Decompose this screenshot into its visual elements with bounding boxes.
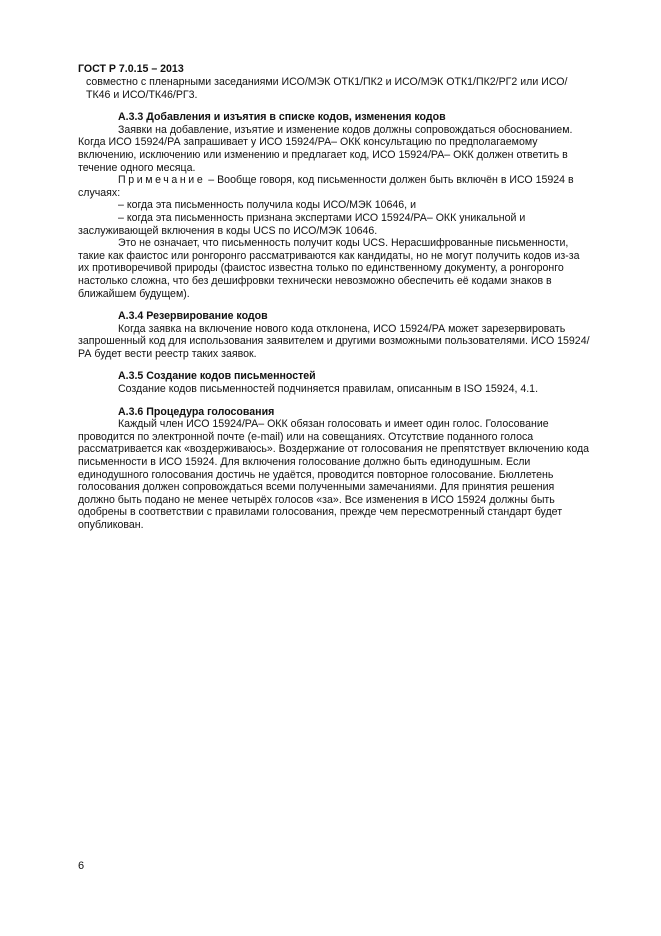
a33-paragraph-1: Заявки на добавление, изъятие и изменение кодов должны сопровождаться обоснованием. Когда ИСО 15924/РА запрашивает у ИСО 15924/РА– ОКК консультацию по предполагаемому включению, исключению или изменению и предлагает код, ИСО 15924/РА– ОКК должен ответить в течение одного месяца. (78, 123, 573, 174)
a33-note-item-1: – когда эта письменность получила коды ИСО/МЭК 10646, и (118, 199, 416, 212)
section-heading-a35: А.3.5 Создание кодов письменностей (118, 370, 316, 383)
a33-note-item-2: – когда эта письменность признана экспертами ИСО 15924/РА– ОКК уникальной и заслуживающей включения в коды UCS по ИСО/МЭК 10646. (78, 211, 526, 237)
page-number: 6 (78, 860, 85, 872)
a33-paragraph-2: Это не означает, что письменность получит коды UCS. Нерасшифрованные письменности, такие как фаистос или ронгоронго рассматриваются как кандидаты, но не могут получить кодов из-за их противоречивой природы (фаистос известна только по единственному документу, а ронгоронго настолько сложна, что без дешифровки технически невозможно обеспечить её кодами знаков в ближайшем будущем). (78, 237, 580, 300)
section-heading-a36: А.3.6 Процедура голосования (118, 405, 275, 418)
note-label: Примечание (118, 174, 206, 187)
document-body (78, 76, 590, 532)
section-heading-a34: А.3.4 Резервирование кодов (118, 310, 268, 323)
a36-paragraph-1: Каждый член ИСО 15924/РА– ОКК обязан голосовать и имеет один голос. Голосование проводится по электронной почте (e-mail) или на совещаниях. Отсутствие поданного голоса рассматривается как «воздерживаюсь». Воздержание от голосования не препятствует включению кода письменности в ИСО 15924. Для включения голосование должно быть единодушным. Если единодушного голосования достичь не удаётся, проводится повторное голосование. Бюллетень голосования должен сопровождаться всеми полученными замечаниями. Для принятия решения должно быть подано не менее четырёх голосов «за». Все изменения в ИСО 15924 должны быть одобрены в соответствии с правилами голосования, прежде чем пересмотренный стандарт будет опубликован. (78, 418, 590, 531)
intro-paragraph: совместно с пленарными заседаниями ИСО/МЭК ОТК1/ПК2 и ИСО/МЭК ОТК1/ПК2/РГ2 или ИСО/ТК46 и ИСО/ТК46/РГ3. (86, 76, 568, 101)
a35-paragraph-1: Создание кодов письменностей подчиняется правилам, описанным в ISO 15924, 4.1. (118, 383, 539, 396)
a34-paragraph-1: Когда заявка на включение нового кода отклонена, ИСО 15924/РА может зарезервировать запрошенный код для использования заявителем и другими возможными пользователями. ИСО 15924/РА будет вести реестр таких заявок. (78, 322, 590, 360)
section-heading-a33: А.3.3 Добавления и изъятия в списке кодов, изменения кодов (118, 111, 446, 124)
a33-note (78, 174, 590, 199)
running-header: ГОСТ Р 7.0.15 – 2013 (78, 63, 184, 75)
note-text: – Вообще говоря, код письменности должен быть включён в ИСО 15924 в случаях: (78, 174, 574, 199)
